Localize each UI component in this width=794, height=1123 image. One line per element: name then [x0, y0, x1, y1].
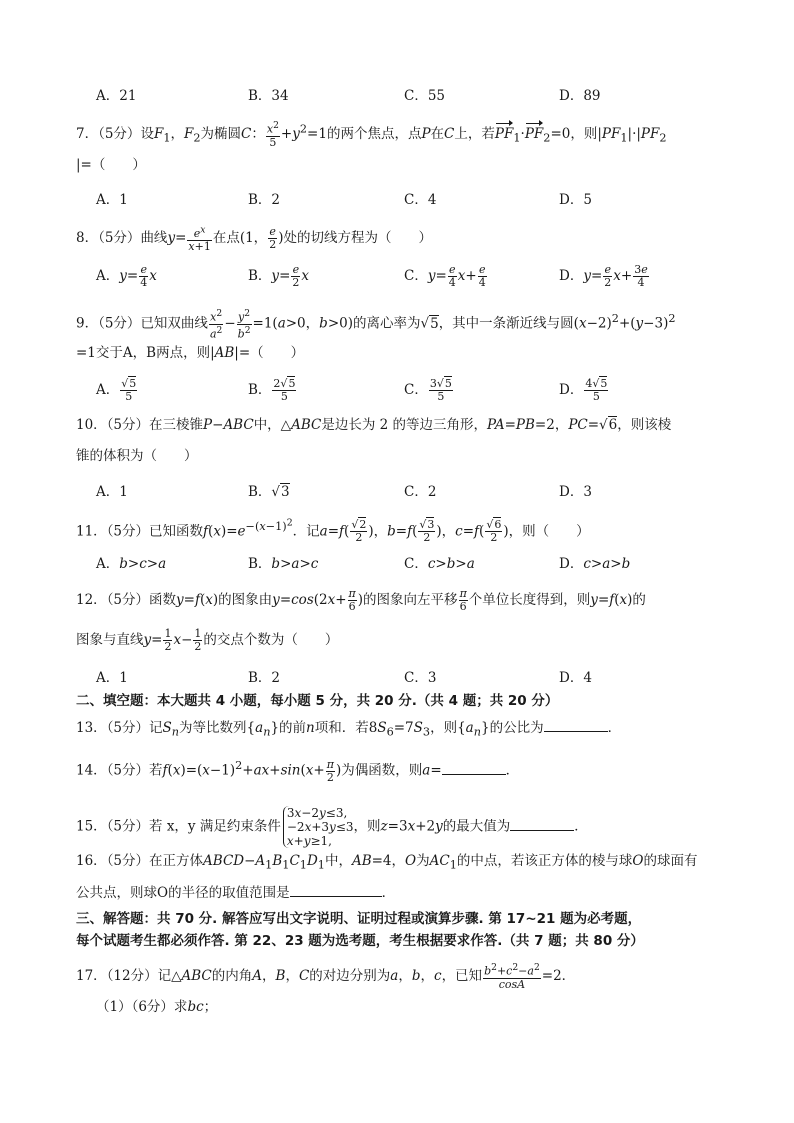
q8-option-c: C．y= $\frac{e}{4}$ x+ $\frac{e}{4}$: [404, 263, 486, 289]
q15-stem-text: 若 x，y 满足约束条件: [149, 818, 281, 835]
q10-stem: 10．（5分）在三棱锥P−ABC中，△ABC是边长为 2 的等边三角形，PA=PB=2，PC=√6，则该棱: [76, 417, 672, 433]
q8-option-a: A．y= $\frac{e}{4}$ x: [96, 263, 157, 289]
q12-option-d: D．4: [559, 670, 592, 686]
q7-number: 7．: [76, 125, 99, 142]
q8-score: （5分）: [98, 229, 141, 246]
q12-option-a: A．1: [96, 670, 128, 686]
q11-option-c: C．c>b>a: [404, 556, 475, 572]
q10-number: 10．: [76, 417, 107, 433]
q12-score: （5分）: [106, 592, 150, 608]
q6-option-c: C．55: [404, 88, 446, 104]
q7-option-b: B．2: [248, 192, 281, 208]
q14-number: 14．: [76, 762, 107, 779]
q10-option-c: C．2: [404, 484, 437, 500]
q7-option-c: C．4: [404, 192, 437, 208]
q17-part1-text: （1）（6分）求: [96, 999, 188, 1015]
q15-constraints: 3x−2y≤3, −2x+3y≤3 x+y≥1,: [283, 806, 354, 848]
q10-option-a: A．1: [96, 484, 128, 500]
q13-stem: 13．（5分）记$S_n$为等比数列$\{a_n\}$的前n项和．若$8S_6=7S_3$，则$\{a_n\}$的公比为 ．: [76, 720, 622, 739]
q16-stem-line2-text: 公共点，则球O的半径的取值范围是: [76, 885, 290, 901]
q9-stem: 9．（5分）已知双曲线 $\frac{x^2}{a^2}$ − $\frac{y^2}{b^2}$ =1(a>0，b>0)的离心率为√5，其中一条渐近线与圆$(x-2)^2+(y-3)^2$: [76, 308, 676, 341]
q11-option-d: D．c>a>b: [559, 556, 631, 572]
q7-stem: 7．（5分）设$F_1$，$F_2$为椭圆C： $\frac{x^2}{5}$ $+y^2=1$的两个焦点，点P在C上，若$PF_1\cdot PF_2=0$，则$|PF_1|\cdot|PF_2$: [76, 120, 667, 149]
q9-score: （5分）: [98, 315, 141, 332]
q12-number: 12．: [76, 592, 107, 608]
q13-number: 13．: [76, 720, 107, 736]
q14-answer-blank[interactable]: [442, 762, 506, 775]
q10-score: （5分）: [106, 417, 150, 433]
q11-option-a: A．b>c>a: [96, 556, 167, 572]
q11-option-b: B．b>a>c: [248, 556, 319, 572]
q14-stem: 14．（5分）若$f(x)=(x-1)^2+ax+\sin(x+$ $\frac{\pi}{2}$ )为偶函数，则a= ．: [76, 757, 520, 784]
q17-score: （12分）: [106, 967, 158, 984]
q8-option-b: B．y= $\frac{e}{2}$ x: [248, 263, 309, 289]
q6-option-b: B．34: [248, 88, 289, 104]
q16-score: （5分）: [106, 853, 150, 869]
q8-option-d: D．y= $\frac{e}{2}$ x+ $\frac{3e}{4}$: [559, 263, 648, 289]
q12-stem: 12．（5分）函数y=f(x)的图象由y=cos(2x+ $\frac{\pi}{6}$ )的图象向左平移 $\frac{\pi}{6}$ 个单位长度得到，则y=f(x)的: [76, 587, 646, 613]
q16-answer-blank[interactable]: [290, 884, 382, 897]
q11-stem: 11．（5分）已知函数$f(x)=e^{-(x-1)^2}$．记a=f( $\frac{√2}{2}$ )，b=f( $\frac{√3}{2}$ )，c=f( $\frac{√6}{2}$ )，则（ ）: [76, 517, 590, 545]
q15-number: 15．: [76, 818, 107, 835]
q13-score: （5分）: [106, 720, 150, 736]
q16-number: 16．: [76, 853, 107, 869]
q9-number: 9．: [76, 315, 99, 332]
q16-stem-line2: 公共点，则球O的半径的取值范围是 ．: [76, 885, 396, 901]
q11-score: （5分）: [106, 523, 150, 540]
q10-option-d: D．3: [559, 484, 592, 500]
q16-stem: 16．（5分）在正方体$ABCD-A_1B_1C_1D_1$中，AB=4，O为$AC_1$的中点，若该正方体的棱与球O的球面有: [76, 853, 698, 872]
section-2-heading: 二、填空题：本大题共 4 小题，每小题 5 分，共 20 分.（共 4 题；共 20 分）: [76, 693, 559, 709]
q17-part1: （1）（6分）求bc；: [96, 999, 218, 1015]
q15-stem: 15．（5分）若 x，y 满足约束条件3x−2y≤3, −2x+3y≤3 x+y≥1,，则z=3x+2y的最大值为 ．: [76, 806, 588, 848]
q7-option-a: A．1: [96, 192, 128, 208]
q15-score: （5分）: [106, 818, 150, 835]
section-3-heading-line1: 三、解答题：共 70 分. 解答应写出文字说明、证明过程或演算步骤. 第 17~21 题为必考题，: [76, 911, 642, 927]
q9-option-b: B． $\frac{2√5}{5}$: [248, 377, 296, 403]
q17-number: 17．: [76, 967, 107, 984]
section-3-heading-line2: 每个试题考生都必须作答. 第 22、23 题为选考题，考生根据要求作答.（共 7 题；共 80 分）: [76, 933, 644, 949]
q10-option-b: B．√3: [248, 484, 290, 500]
q12-option-c: C．3: [404, 670, 437, 686]
q9-stem-line2: =1交于A，B两点，则|AB|=（ ）: [76, 345, 305, 361]
q7-score: （5分）: [98, 125, 141, 142]
q12-stem-line2: 图象与直线y= $\frac{1}{2}$ x− $\frac{1}{2}$ 的交点个数为（ ）: [76, 627, 339, 653]
q6-option-d: D．89: [559, 88, 601, 104]
q10-stem-line2: 锥的体积为（ ）: [76, 448, 198, 464]
q8-stem: 8．（5分）曲线y= $\frac{e^x}{x+1}$ 在点(1， $\frac{e}{2}$ )处的切线方程为（ ）: [76, 224, 432, 253]
q17-stem: 17．（12分）记△ABC的内角A，B，C的对边分别为a，b，c，已知 $\frac{b^2+c^2-a^2}{\cos A}$ =2．: [76, 962, 576, 991]
q9-option-a: A． $\frac{√5}{5}$: [96, 377, 137, 403]
q6-option-a: A．21: [96, 88, 137, 104]
q9-option-c: C． $\frac{3√5}{5}$: [404, 377, 452, 403]
q14-score: （5分）: [106, 762, 150, 779]
q12-option-b: B．2: [248, 670, 281, 686]
q15-answer-blank[interactable]: [510, 818, 574, 831]
q9-option-d: D． $\frac{4√5}{5}$: [559, 377, 608, 403]
q11-number: 11．: [76, 523, 107, 540]
q7-option-d: D．5: [559, 192, 592, 208]
q7-stem-line2: |=（ ）: [76, 157, 146, 173]
q13-answer-blank[interactable]: [544, 719, 608, 732]
q8-stem-tail: 处的切线方程为（ ）: [283, 229, 432, 246]
q8-number: 8．: [76, 229, 99, 246]
